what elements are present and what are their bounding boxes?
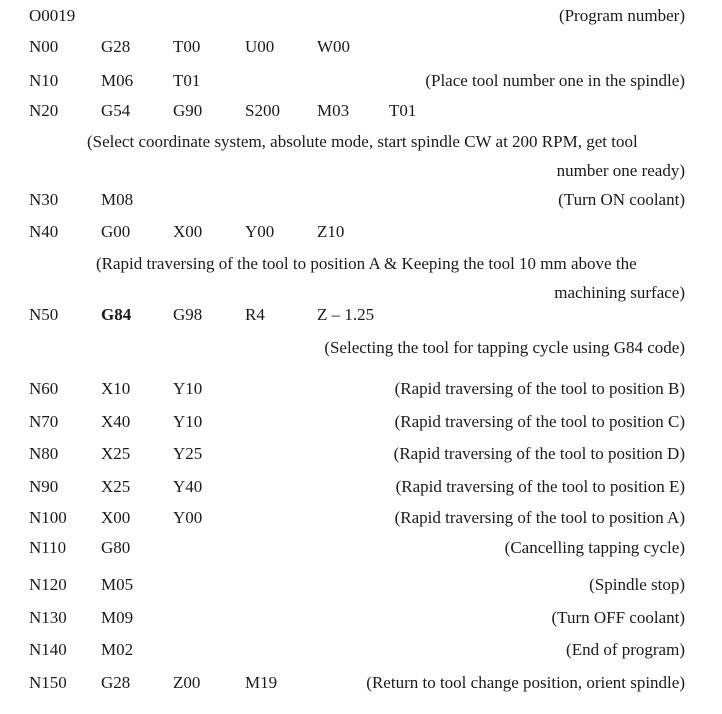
sequence-number: N30: [29, 190, 59, 209]
code-word: M19: [245, 673, 278, 692]
code-word: X25: [101, 444, 131, 463]
comment-line: (Select coordinate system, absolute mode, start spindle CW at 200 RPM, get tool: [87, 132, 638, 151]
program-header-row: [0, 5, 722, 27]
block-row-n120: [0, 574, 722, 596]
code-word: R4: [245, 305, 265, 324]
code-word: X25: [101, 477, 131, 496]
code-word: W00: [317, 37, 351, 56]
block-comment: (Place tool number one in the spindle): [425, 71, 685, 90]
code-word: G28: [101, 37, 131, 56]
block-comment: (Rapid traversing of the tool to position A): [394, 508, 685, 527]
block-comment: (Turn ON coolant): [558, 190, 685, 209]
code-word-bold: G84: [101, 305, 132, 324]
block-row-n10: [0, 70, 722, 92]
code-word: Y25: [173, 444, 203, 463]
code-word: G80: [101, 538, 131, 557]
sequence-number: N70: [29, 412, 59, 431]
block-row-n50: [0, 304, 722, 326]
code-word: Z – 1.25: [317, 305, 375, 324]
code-word: T01: [173, 71, 201, 90]
block-comment: (Rapid traversing of the tool to position D): [393, 444, 685, 463]
block-row-n60: [0, 378, 722, 400]
code-word: G00: [101, 222, 131, 241]
block-row-n00: [0, 36, 722, 58]
sequence-number: N130: [29, 608, 67, 627]
block-row-n150: [0, 672, 722, 694]
block-row-n70: [0, 411, 722, 433]
block-comment: (Return to tool change position, orient spindle): [366, 673, 685, 692]
code-word: X00: [101, 508, 131, 527]
block-comment: (End of program): [566, 640, 685, 659]
sequence-number: N90: [29, 477, 59, 496]
block-comment: (Rapid traversing of the tool to position C): [394, 412, 685, 431]
block-comment: (Turn OFF coolant): [551, 608, 685, 627]
code-word: S200: [245, 101, 280, 120]
sequence-number: N50: [29, 305, 59, 324]
program-number: O0019: [29, 6, 76, 25]
sequence-number: N140: [29, 640, 67, 659]
code-word: X00: [173, 222, 203, 241]
code-word: G54: [101, 101, 131, 120]
sequence-number: N100: [29, 508, 67, 527]
sequence-number: N60: [29, 379, 59, 398]
comment-line: machining surface): [554, 283, 685, 302]
sequence-number: N20: [29, 101, 59, 120]
sequence-number: N80: [29, 444, 59, 463]
block-row-n20: [0, 100, 722, 122]
block-comment: (Cancelling tapping cycle): [504, 538, 685, 557]
code-word: M08: [101, 190, 134, 209]
block-comment: (Spindle stop): [589, 575, 685, 594]
block-row-n110: [0, 537, 722, 559]
code-word: Z10: [317, 222, 345, 241]
code-word: M05: [101, 575, 134, 594]
code-word: G90: [173, 101, 203, 120]
code-word: G28: [101, 673, 131, 692]
block-row-n90: [0, 476, 722, 498]
block-row-n80: [0, 443, 722, 465]
sequence-number: N40: [29, 222, 59, 241]
code-word: X40: [101, 412, 131, 431]
program-number-comment: (Program number): [558, 6, 685, 25]
code-word: Y00: [245, 222, 275, 241]
code-word: U00: [245, 37, 275, 56]
block-row-n40: [0, 221, 722, 243]
code-word: M09: [101, 608, 134, 627]
comment-line: number one ready): [556, 161, 685, 180]
block-comment: (Selecting the tool for tapping cycle using G84 code): [324, 338, 685, 357]
comment-line: (Rapid traversing of the tool to position A & Keeping the tool 10 mm above the: [96, 254, 637, 273]
sequence-number: N150: [29, 673, 67, 692]
code-word: Y10: [173, 412, 203, 431]
block-comment-n50: [0, 337, 722, 359]
code-word: T00: [173, 37, 201, 56]
sequence-number: N00: [29, 37, 59, 56]
sequence-number: N120: [29, 575, 67, 594]
block-row-n130: [0, 607, 722, 629]
code-word: Y00: [173, 508, 203, 527]
code-word: X10: [101, 379, 131, 398]
block-row-n140: [0, 639, 722, 661]
sequence-number: N110: [29, 538, 67, 557]
block-comment: (Rapid traversing of the tool to position B): [394, 379, 685, 398]
block-row-n30: [0, 189, 722, 211]
sequence-number: N10: [29, 71, 59, 90]
code-word: Y10: [173, 379, 203, 398]
code-word: T01: [389, 101, 417, 120]
code-word: Y40: [173, 477, 203, 496]
code-word: M03: [317, 101, 350, 120]
block-comment: (Rapid traversing of the tool to position E): [395, 477, 685, 496]
block-row-n100: [0, 507, 722, 529]
code-word: Z00: [173, 673, 201, 692]
code-word: M06: [101, 71, 134, 90]
code-word: M02: [101, 640, 134, 659]
code-word: G98: [173, 305, 203, 324]
